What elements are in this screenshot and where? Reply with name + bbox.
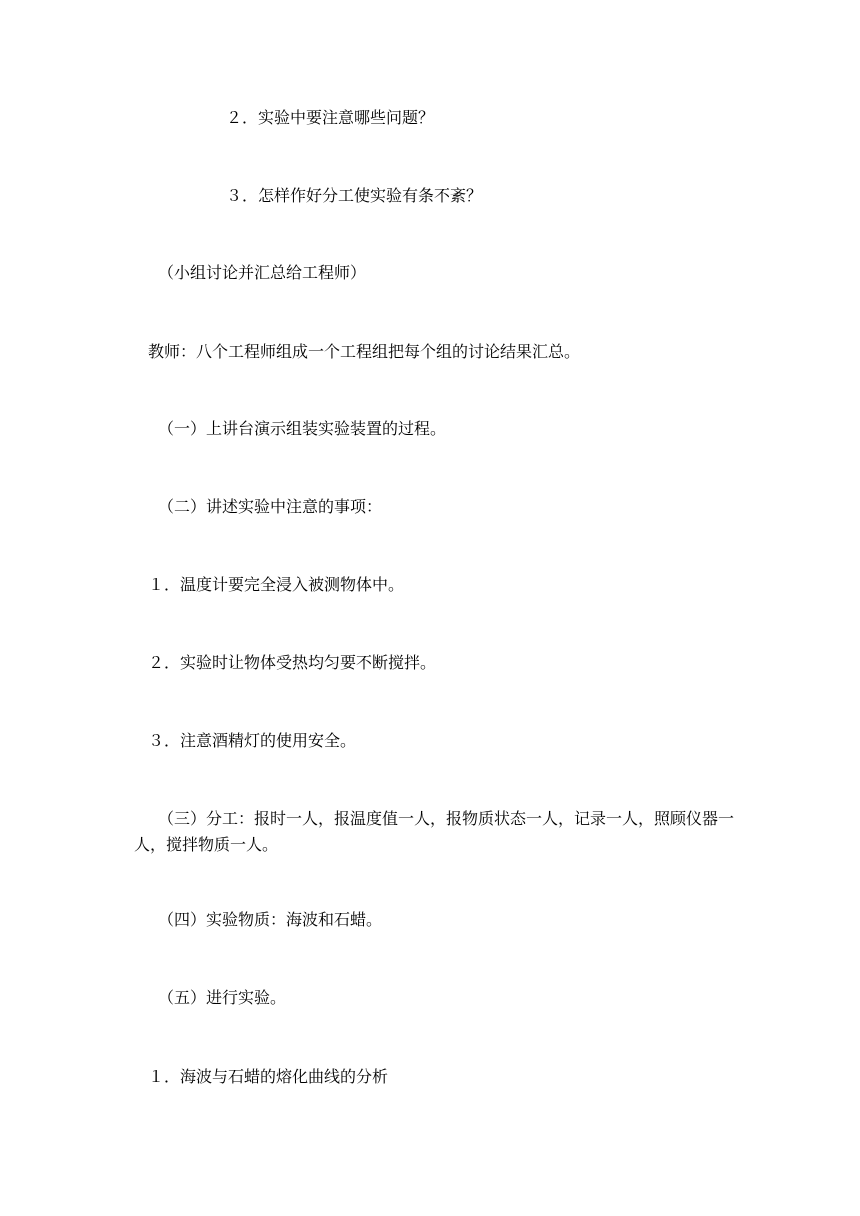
question-3: ３．怎样作好分工使实验有条不紊？ xyxy=(226,186,483,205)
step-3-division-of-labor: （三）分工：报时一人，报温度值一人，报物质状态一人，记录一人，照顾仪器一人，搅拌物质一人。 xyxy=(134,809,735,854)
precaution-2: ２．实验时让物体受热均匀要不断搅拌。 xyxy=(148,653,437,672)
analysis-heading: １．海波与石蜡的熔化曲线的分析 xyxy=(148,1067,389,1086)
question-2: ２．实验中要注意哪些问题？ xyxy=(226,108,435,127)
step-2-precautions-heading: （二）讲述实验中注意的事项： xyxy=(158,497,383,516)
step-5-conduct-experiment: （五）进行实验。 xyxy=(158,988,287,1007)
teacher-instruction: 教师：八个工程师组成一个工程组把每个组的讨论结果汇总。 xyxy=(148,342,581,361)
step-1-demonstration: （一）上讲台演示组装实验装置的过程。 xyxy=(158,419,447,438)
step-4-materials: （四）实验物质：海波和石蜡。 xyxy=(158,910,383,929)
group-discussion-note: （小组讨论并汇总给工程师） xyxy=(158,263,367,282)
precaution-3: ３．注意酒精灯的使用安全。 xyxy=(148,731,357,750)
precaution-1: １．温度计要完全浸入被测物体中。 xyxy=(148,575,405,594)
